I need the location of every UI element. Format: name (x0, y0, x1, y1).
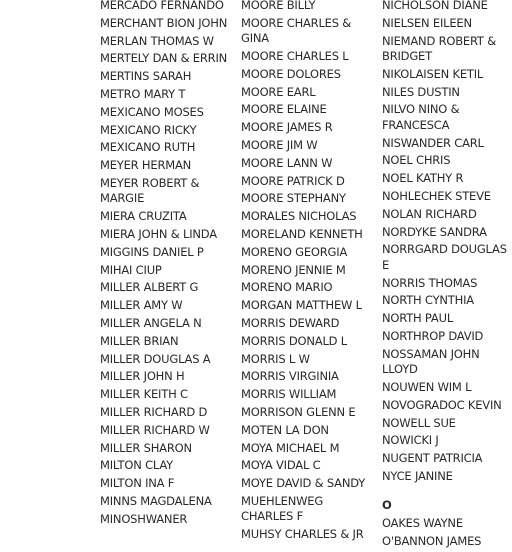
name-entry: MEXICANO MOSES (100, 104, 204, 119)
name-entry: MILLER SHARON (100, 440, 192, 455)
name-entry: NORTHROP DAVID (382, 328, 484, 343)
name-entry: MOORE EARL (241, 84, 316, 99)
name-entry: MEYER ROBERT & MARGIE (100, 175, 200, 206)
name-entry: NORRIS THOMAS (382, 275, 478, 290)
name-entry: MILLER AMY W (100, 298, 183, 313)
name-entry: MEXICANO RUTH (100, 140, 196, 155)
name-entry: MOORE PATRICK D (241, 173, 345, 188)
name-entry: MOYA MICHAEL M (241, 440, 340, 455)
name-entry: MOORE DOLORES (241, 66, 341, 81)
name-entry: MUEHLENWEG CHARLES F (241, 493, 324, 524)
name-entry: MILLER BRIAN (100, 333, 179, 348)
name-entry: NOEL CHRIS (382, 153, 451, 168)
name-entry: MORENO JENNIE M (241, 262, 346, 277)
name-entry: MIGGINS DANIEL P (100, 244, 204, 259)
name-entry: MORRIS VIRGINIA (241, 369, 339, 384)
name-entry: MOORE STEPHANY (241, 191, 346, 206)
name-entry: O'BANNON JAMES (382, 533, 482, 548)
name-entry: NISWANDER CARL (382, 135, 484, 150)
name-entry: METRO MARY T (100, 86, 186, 101)
name-entry: NORTH CYNTHIA (382, 293, 474, 308)
name-entry: NORTH PAUL (382, 311, 454, 326)
name-entry: NOSSAMAN JOHN LLOYD (382, 346, 480, 377)
name-entry: NOUWEN WIM L (382, 379, 472, 394)
name-entry: MORELAND KENNETH (241, 226, 363, 241)
name-entry: MORENO GEORGIA (241, 244, 348, 259)
name-entry: NOHLECHEK STEVE (382, 188, 491, 203)
name-entry: MILLER JOHN H (100, 369, 185, 384)
name-entry: MORENO MARIO (241, 280, 333, 295)
name-entry: NYCE JANINE (382, 468, 453, 483)
name-entry: MERCHANT BION JOHN (100, 15, 228, 30)
name-entry: MORRIS DEWARD (241, 315, 340, 330)
name-entry: NIKOLAISEN KETIL (382, 66, 484, 81)
name-entry: MOORE LANN W (241, 155, 333, 170)
name-entry: MORRIS L W (241, 351, 310, 366)
name-entry: MOORE JAMES R (241, 120, 333, 135)
name-entry: MERLAN THOMAS W (100, 33, 214, 48)
name-entry: MOORE ELAINE (241, 102, 327, 117)
name-entry: NUGENT PATRICIA (382, 451, 483, 466)
name-entry: MOYE DAVID & SANDY (241, 476, 366, 491)
name-entry: OAKES WAYNE (382, 516, 463, 531)
section-letter-heading: O (382, 498, 392, 513)
name-entry: MILLER RICHARD W (100, 422, 210, 437)
name-entry: MOORE JIM W (241, 137, 318, 152)
name-entry: MINNS MAGDALENA (100, 493, 212, 508)
name-entry: MILLER KEITH C (100, 387, 188, 402)
name-entry: NIELSEN EILEEN (382, 15, 472, 30)
name-column-3 (382, 0, 510, 552)
name-entry: MERCADO FERNANDO (100, 0, 224, 12)
name-entry: MOORE CHARLES & GINA (241, 15, 352, 46)
name-entry: MIERA CRUZITA (100, 209, 187, 224)
name-entry: NILES DUSTIN (382, 84, 460, 99)
name-entry: MERTINS SARAH (100, 69, 192, 84)
name-entry: MOYA VIDAL C (241, 458, 321, 473)
name-entry: MILLER ANGELA N (100, 315, 202, 330)
name-entry: NOEL KATHY R (382, 171, 464, 186)
name-entry: MORALES NICHOLAS (241, 209, 357, 224)
name-entry: NORRGARD DOUGLAS E (382, 242, 507, 272)
name-entry: NORDYKE SANDRA (382, 224, 487, 239)
name-entry: MOTEN LA DON (241, 422, 329, 437)
name-entry: MEXICANO RICKY (100, 122, 197, 137)
name-entry: NIEMAND ROBERT & BRIDGET (382, 33, 496, 63)
name-entry: MILLER DOUGLAS A (100, 351, 211, 366)
name-entry: MIERA JOHN & LINDA (100, 226, 217, 241)
name-entry: MERTELY DAN & ERRIN (100, 51, 228, 66)
name-entry: MILLER RICHARD D (100, 404, 208, 419)
name-entry: NICHOLSON DIANE (382, 0, 488, 12)
name-entry: NOVOGRADOC KEVIN (382, 397, 502, 412)
name-entry: MORRIS WILLIAM (241, 387, 337, 402)
name-column-2 (241, 0, 371, 545)
name-entry: MOORE BILLY (241, 0, 316, 12)
name-entry: MOORE CHARLES L (241, 49, 349, 63)
name-entry: MILTON CLAY (100, 458, 173, 473)
name-entry: MEYER HERMAN (100, 158, 192, 173)
name-entry: MILTON INA F (100, 476, 175, 491)
name-entry: NOWICKI J (382, 433, 439, 448)
name-entry: NILVO NINO & FRANCESCA (382, 102, 460, 132)
name-entry: MORRIS DONALD L (241, 333, 348, 348)
name-entry: MORGAN MATTHEW L (241, 298, 362, 313)
name-entry: MORRISON GLENN E (241, 404, 356, 419)
name-entry: MUHSY CHARLES & JR (241, 527, 364, 542)
name-entry: MINOSHWANER (100, 511, 188, 526)
name-entry: MIHAI CIUP (100, 262, 162, 277)
name-entry: MILLER ALBERT G (100, 280, 199, 295)
name-column-1 (100, 0, 230, 530)
name-entry: NOWELL SUE (382, 415, 456, 430)
name-entry: NOLAN RICHARD (382, 206, 477, 221)
